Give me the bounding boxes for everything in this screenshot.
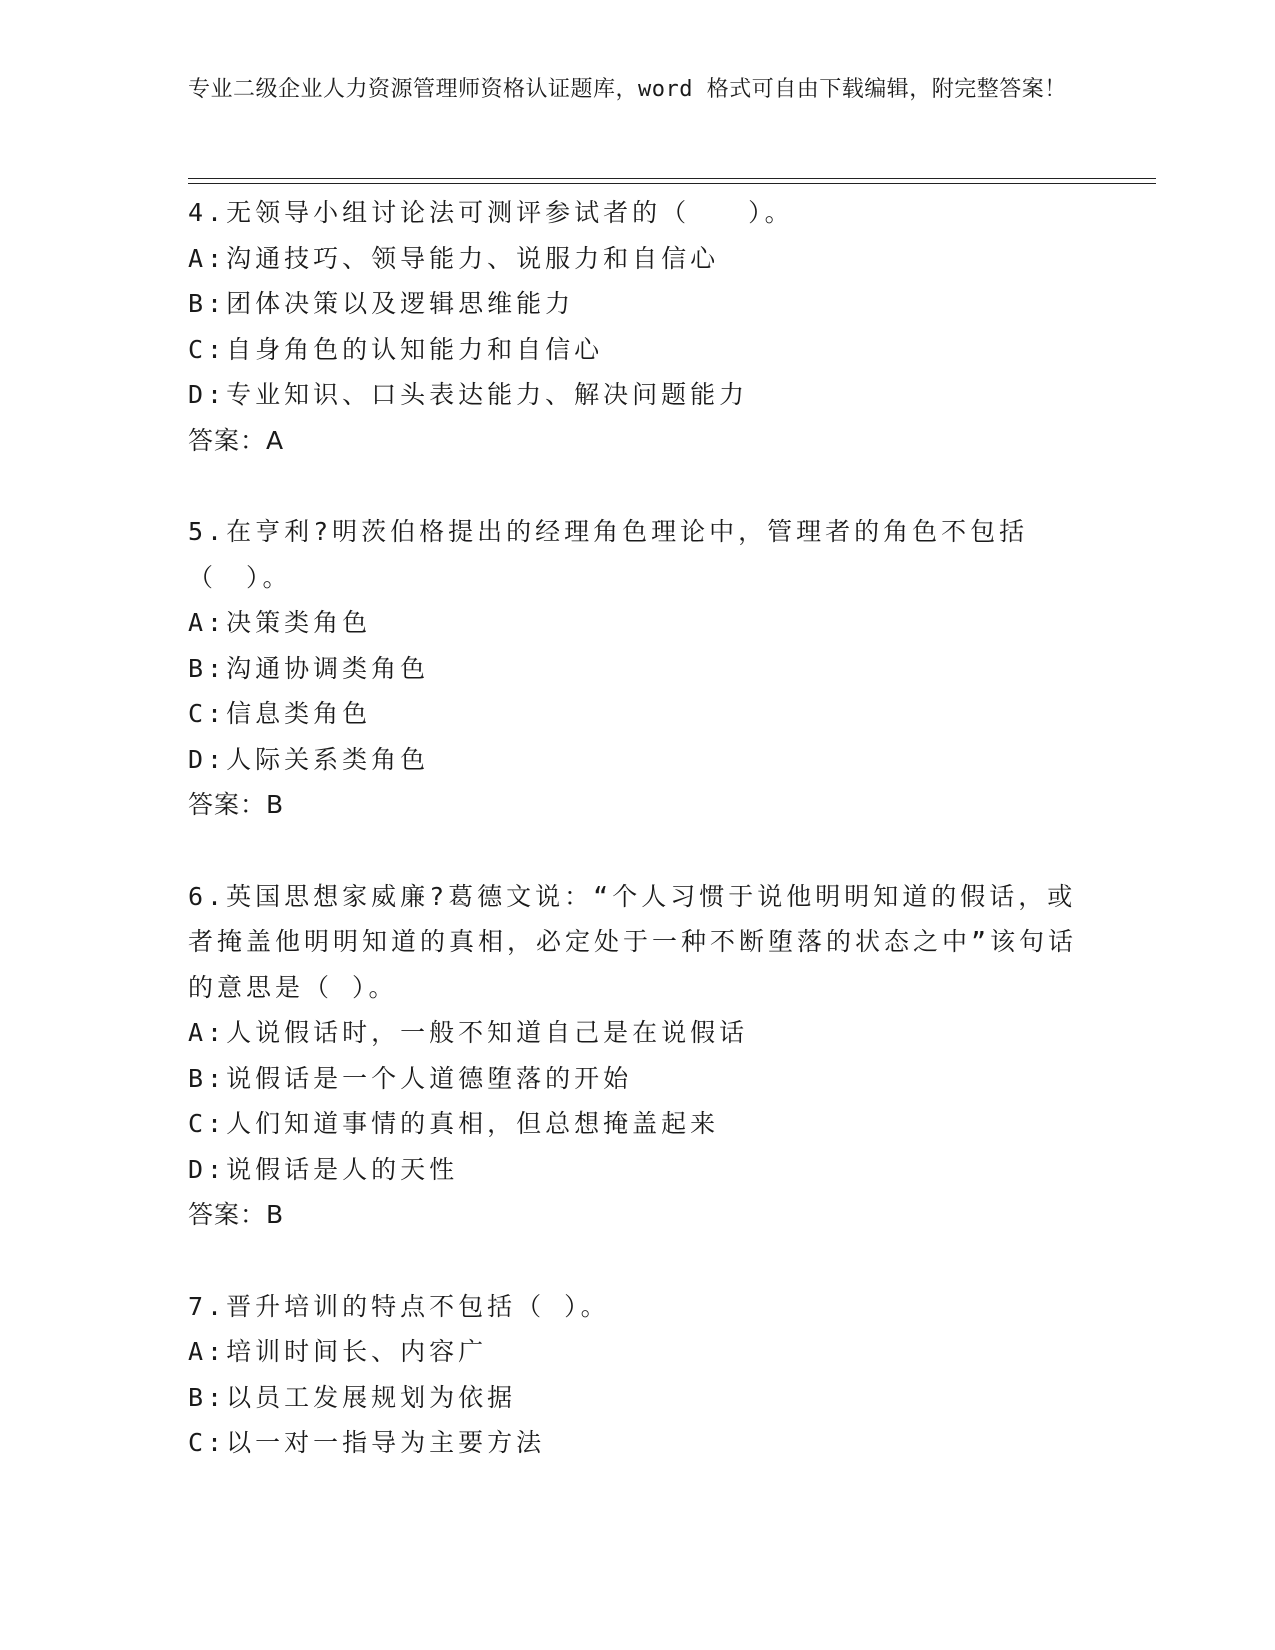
option-text: 人们知道事情的真相，但总想掩盖起来 <box>226 1109 720 1138</box>
option-b <box>188 1056 1078 1102</box>
option-key: B: <box>188 1063 227 1093</box>
option-key: A: <box>188 1337 227 1366</box>
option-key: D: <box>188 1154 227 1184</box>
question-stem: 5.在亨利?明茨伯格提出的经理角色理论中，管理者的角色不包括（ ）。 <box>188 517 1029 592</box>
option-b <box>188 646 1078 692</box>
option-text: 以一对一指导为主要方法 <box>226 1428 546 1457</box>
answer: 答案：B <box>188 790 285 819</box>
option-b <box>188 281 1078 327</box>
option-d <box>188 372 1078 418</box>
option-b <box>188 1375 1078 1421</box>
option-d <box>188 737 1078 783</box>
question-stem: 4.无领导小组讨论法可测评参试者的（ ）。 <box>188 198 794 227</box>
option-text: 专业知识、口头表达能力、解决问题能力 <box>226 380 749 409</box>
option-key: C: <box>188 699 227 728</box>
option-text: 决策类角色 <box>226 608 372 637</box>
option-text: 说假话是一个人道德堕落的开始 <box>226 1063 633 1093</box>
option-key: A: <box>188 608 227 637</box>
option-key: D: <box>188 380 227 409</box>
option-a <box>188 1010 1078 1056</box>
option-key: C: <box>188 334 227 364</box>
question-7 <box>188 1284 1078 1466</box>
question-6 <box>188 874 1078 1238</box>
option-text: 人说假话时，一般不知道自己是在说假话 <box>226 1018 749 1047</box>
option-key: D: <box>188 744 227 774</box>
option-key: B: <box>188 1382 227 1412</box>
option-text: 沟通技巧、领导能力、说服力和自信心 <box>226 243 720 273</box>
answer: 答案：A <box>188 425 285 455</box>
question-4 <box>188 190 1078 463</box>
option-text: 沟通协调类角色 <box>226 653 430 683</box>
option-key: C: <box>188 1109 227 1138</box>
option-text: 以员工发展规划为依据 <box>226 1382 517 1412</box>
option-text: 说假话是人的天性 <box>226 1154 459 1184</box>
question-list <box>188 190 1078 1512</box>
option-c <box>188 327 1078 373</box>
option-key: B: <box>188 289 227 318</box>
option-d <box>188 1147 1078 1193</box>
option-c <box>188 1101 1078 1147</box>
question-stem: 7.晋升培训的特点不包括（ ）。 <box>188 1291 610 1321</box>
option-a <box>188 600 1078 646</box>
option-c <box>188 1420 1078 1466</box>
answer: 答案：B <box>188 1200 285 1229</box>
option-key: B: <box>188 653 227 683</box>
option-text: 团体决策以及逻辑思维能力 <box>226 289 575 318</box>
option-key: A: <box>188 243 227 273</box>
option-key: C: <box>188 1428 227 1457</box>
option-text: 自身角色的认知能力和自信心 <box>226 334 604 364</box>
option-text: 人际关系类角色 <box>226 744 430 774</box>
option-c <box>188 691 1078 737</box>
header-divider-bottom <box>188 183 1156 184</box>
question-stem: 6.英国思想家威廉?葛德文说：“个人习惯于说他明明知道的假话，或者掩盖他明明知道的真相，必定处于一种不断堕落的状态之中”该句话的意思是（ ）。 <box>188 881 1078 1002</box>
option-a <box>188 236 1078 282</box>
option-text: 培训时间长、内容广 <box>226 1337 488 1366</box>
document-header: 专业二级企业人力资源管理师资格认证题库，word 格式可自由下载编辑，附完整答案！ <box>188 77 1067 102</box>
question-5 <box>188 509 1078 828</box>
option-key: A: <box>188 1018 227 1047</box>
header-divider-top <box>188 178 1156 179</box>
option-a <box>188 1329 1078 1375</box>
option-text: 信息类角色 <box>226 699 372 728</box>
